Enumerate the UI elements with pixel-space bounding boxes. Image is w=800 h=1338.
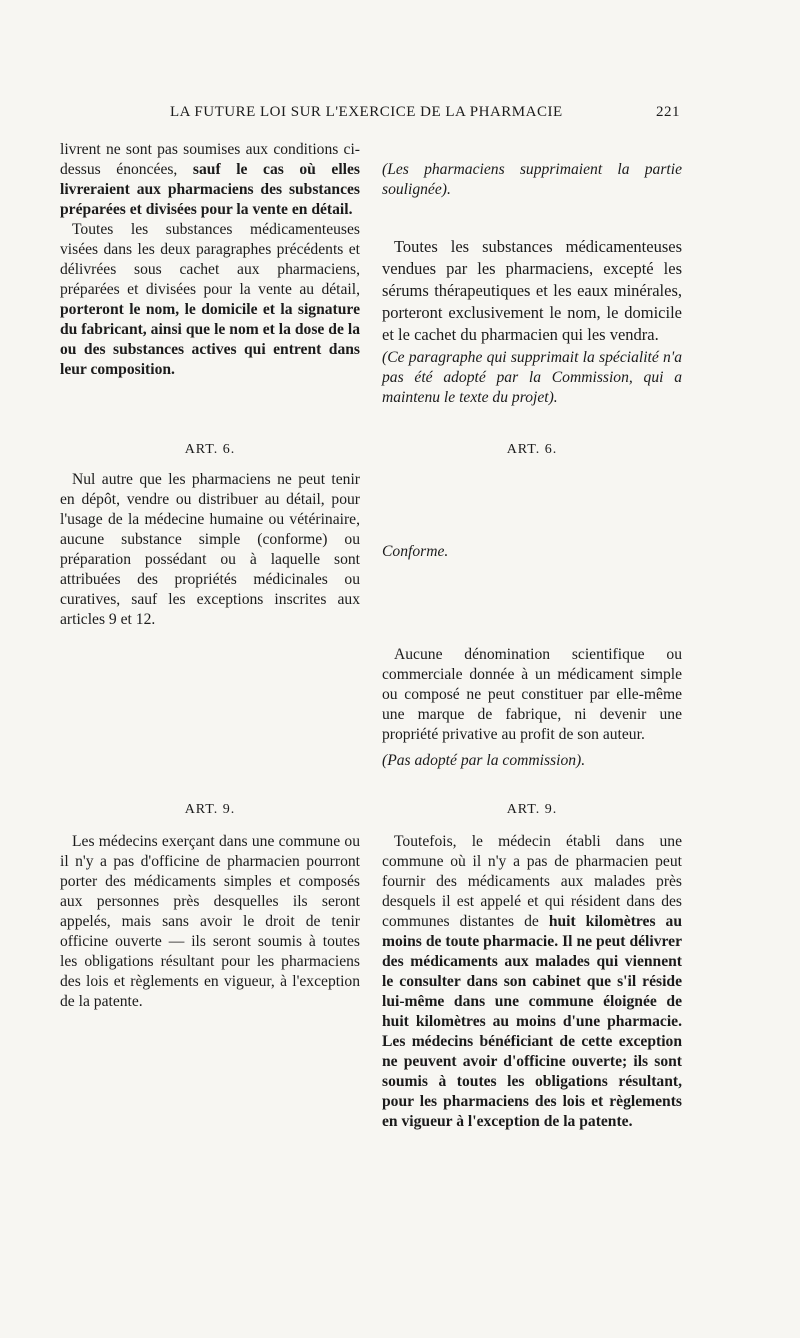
left-p2-text: Toutes les substances médicamenteuses visées dans les deux paragraphes précédents et délivrées sous cachet aux pharmaciens, préparées et divisées pour la vente au détail, — [60, 221, 360, 298]
left-block-3 — [60, 832, 360, 1012]
right-note-3: (Pas adopté par la commission). — [382, 752, 586, 769]
right-note-1: (Les pharmaciens supprimaient la partie soulignée). — [382, 161, 682, 198]
left-paragraph-4: Les médecins exerçant dans une commune ou il n'y a pas d'officine de pharmacien pourront porter des médicaments simples et composés aux personnes près desquelles ils seront appelés, mais sans avoir le droit de tenir officine ouverte — ils seront soumis à toutes les obligations résultant pour les pharmaciens des lois et règlements en vigueur, à l'exception de la patente. — [60, 833, 360, 1010]
left-p2-bold-text: porteront le nom, le domicile et la signature du fabricant, ainsi que le nom et la dose de la ou des substances actives qui entrent dans leur composition. — [60, 301, 360, 378]
right-conforme: Conforme. — [382, 543, 449, 560]
left-article-6-heading: ART. 6. — [184, 442, 236, 457]
left-block-1 — [60, 140, 360, 380]
left-article-9-heading: ART. 9. — [184, 802, 236, 817]
right-p3-text: Toutefois, le médecin établi dans une commune où il n'y a pas de pharmacien peut fournir des médicaments aux malades près desquels il est appelé et qui résident dans des communes distantes de — [382, 833, 682, 930]
left-paragraph-1 — [60, 140, 360, 220]
right-article-6-heading: ART. 6. — [506, 442, 558, 457]
right-paragraph-2: Aucune dénomination scientifique ou commerciale donnée à un médicament simple ou composé ne peut constituer par elle-même une marque de fabrique, ni devenir une propriété privative au profit de son auteur. — [382, 646, 682, 743]
left-p1-bold-text: sauf le cas où elles livreraient aux pharmaciens des substances préparées et divisées pour la vente en détail. — [60, 161, 360, 218]
right-block-5 — [382, 832, 682, 1132]
page-number: 221 — [656, 104, 680, 120]
left-paragraph-3: Nul autre que les pharmaciens ne peut tenir en dépôt, vendre ou distribuer au détail, pour l'usage de la médecine humaine ou vétérinaire, aucune substance simple (conforme) ou préparation possédant ou à laquelle sont attribuées des propriétés médicinales ou curatives, sauf les exceptions inscrites aux articles 9 et 12. — [60, 471, 360, 628]
right-p3-bold-text: huit kilomètres au moins de toute pharmacie. Il ne peut délivrer des médicaments aux malades qui viennent le consulter dans son cabinet que s'il réside lui-même dans une commune éloignée de huit kilomètres au moins d'une pharmacie. Les médecins bénéficiant de cette exception ne peuvent avoir d'officine ouverte; ils sont soumis à toutes les obligations résultant, pour les pharmaciens des lois et règlements en vigueur à l'exception de la patente. — [382, 913, 682, 1130]
right-block-2 — [382, 236, 682, 408]
right-paragraph-1: Toutes les substances médicamenteuses vendues par les pharmaciens, excepté les sérums thérapeutiques et les eaux minérales, porteront exclusivement le nom, le domicile et le cachet du pharmacien qui les vendra. — [382, 237, 682, 344]
left-p1-text: livrent ne sont pas soumises aux conditions ci-dessus énoncées, — [60, 141, 360, 178]
right-note-2: (Ce paragraphe qui supprimait la spécialité n'a pas été adopté par la Commission, qui a maintenu le texte du projet). — [382, 349, 682, 406]
right-block-1 — [382, 160, 682, 200]
left-paragraph-2 — [60, 220, 360, 380]
running-header — [60, 104, 680, 128]
right-block-4 — [382, 645, 682, 771]
running-title: LA FUTURE LOI SUR L'EXERCICE DE LA PHARMACIE — [170, 104, 563, 120]
right-paragraph-3 — [382, 832, 682, 1132]
right-article-9-heading: ART. 9. — [506, 802, 558, 817]
left-block-2 — [60, 470, 360, 630]
right-block-3 — [382, 542, 682, 562]
